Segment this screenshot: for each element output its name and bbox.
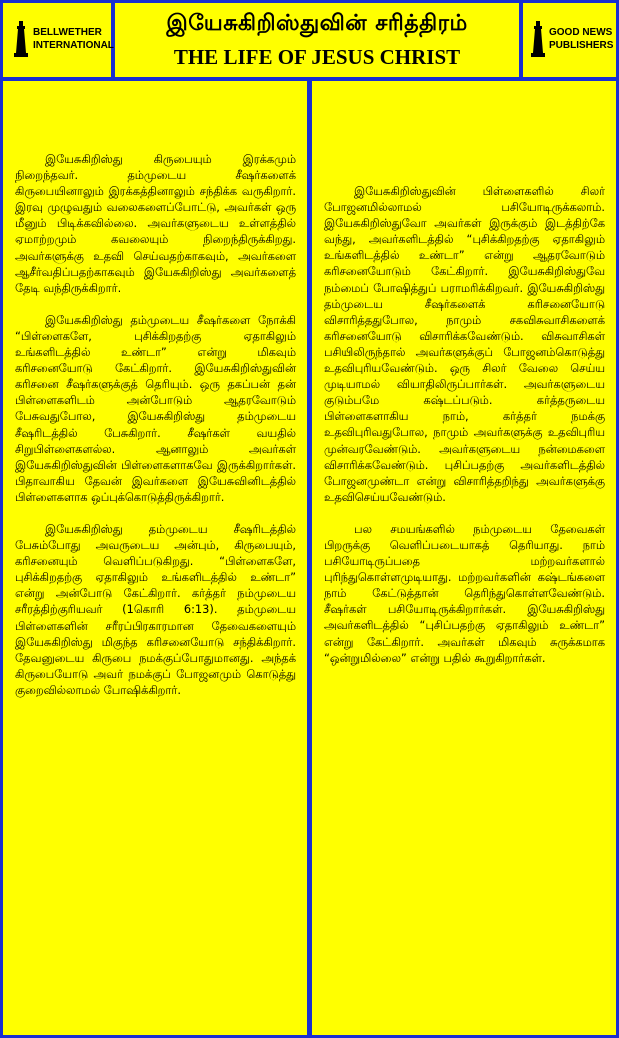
page-title-english: THE LIFE OF JESUS CHRIST	[173, 45, 461, 69]
lighthouse-icon	[13, 19, 29, 59]
page-title-tamil: இயேசுகிறிஸ்துவின் சரித்திரம்	[166, 11, 468, 36]
good-news-logo-line2: PUBLISHERS	[549, 40, 614, 51]
bellwether-logo-line2: INTERNATIONAL	[33, 40, 114, 51]
left-paragraph-1: இயேசுகிறிஸ்து கிருபையும் இரக்கமும் நிறைந்தவர். தம்முடைய சீஷர்களைக் கிருபையினாலும் இரக்கத்தினாலும் சந்திக்க வருகிறார். இரவு முழுவதும் வலைகளைப்போட்டு, அவர்கள் ஒரு மீனும் பிடிக்கவில்லை. அவர்களுடைய உள்ளத்தில் ஏமாற்றமும் கவலையும் நிறைந்திருக்கிறது. அவர்களுக்கு உதவி செய்வதற்காகவும், அவர்களை ஆசீர்வதிப்பதற்காகவும் இயேசுகிறிஸ்து அவர்களைத் தேடி வந்திருக்கிறார்.	[15, 152, 296, 295]
good-news-logo-line1: GOOD NEWS	[549, 27, 613, 38]
right-paragraph-1: இயேசுகிறிஸ்துவின் பிள்ளைகளில் சிலர் போஜனமில்லாமல் பசியோடிருக்கலாம். இயேசுகிறிஸ்துவோ அவர்கள் இருக்கும் இடத்திற்கே வந்து, அவர்களிடத்தில் “புசிக்கிறதற்கு ஏதாகிலும் உங்களிடத்தில் உண்டா” என்று ஆதரவோடும் கரிசனையோடும் கேட்கிறார். இயேசுகிறிஸ்துவே நம்மைப் போஷித்துப் பராமரிக்கிறவர். இயேசுகிறிஸ்து தம்முடைய சீஷர்களைக் கரிசனையோடு விசாரித்ததுபோல, நாமும் சகவிசுவாசிகளைக் கரிசனையோடு விசாரிக்கவேண்டும். விசுவாசிகள் பசியிலிருந்தால் அவர்களுக்குப் போஜனம்கொடுத்து உதவிபுரியவேண்டும். ஒரு சிலர் வேலை செய்ய முடியாமல் வியாதிலிருப்பார்கள். அவர்களுடைய குடும்பமே கஷ்டப்படும். கர்த்தருடைய பிள்ளைகளாகிய நாம், கர்த்தர் நமக்கு உதவிபுரிவதுபோல, நாமும் அவர்களுக்கு உதவிபுரிய முன்வரவேண்டும். அவர்களுடைய நன்மைகளை விசாரிக்கவேண்டும். புசிப்பதற்கு அவர்களிடத்தில் போஜனமுண்டா என்று விசாரித்தறிந்து அவர்களுக்கு உதவிசெய்யவேண்டும்.	[324, 184, 605, 504]
left-article	[15, 151, 296, 714]
bellwether-logo-line1: BELLWETHER	[33, 27, 102, 38]
good-news-logo-box	[523, 3, 616, 77]
lighthouse-icon	[530, 19, 546, 59]
left-paragraph-3: இயேசுகிறிஸ்து தம்முடைய சீஷரிடத்தில் பேசும்போது அவருடைய அன்பும், கிருபையும், கரிசனையும் வெளிப்படுகிறது. “பிள்ளைகளே, புசிக்கிறதற்கு ஏதாகிலும் உங்களிடத்தில் உண்டா” என்று அன்போடு கேட்கிறார். கர்த்தர் நம்முடைய சரீரத்திற்குரியவர் (1கொரி 6:13). தம்முடைய பிள்ளைகளின் சரீரப்பிரகாரமான தேவைகளையும் இயேசுகிறிஸ்து மிகுந்த கரிசனையோடு சந்திக்கிறார். தேவனுடைய கிருபை நமக்குப்போதுமானது. அந்தக் கிருபையோடு அவர் நமக்குப் போஜனமும் கொடுத்து குறைவில்லாமல் போஷிக்கிறார்.	[15, 521, 296, 697]
title-box	[115, 3, 519, 77]
good-news-logo	[530, 19, 613, 59]
left-paragraph-2: இயேசுகிறிஸ்து தம்முடைய சீஷர்களை நோக்கி “பிள்ளைகளே, புசிக்கிறதற்கு ஏதாகிலும் உங்களிடத்தில் உண்டா” என்று மிகவும் கரிசனையோடு கேட்கிறார். இயேசுகிறிஸ்துவின் கரிசனை சீஷர்களுக்குத் தெரியும். ஒரு தகப்பன் தன் பிள்ளைகளிடம் அன்போடும் ஆதரவோடும் பேசுவதுபோல, இயேசுகிறிஸ்து தம்முடைய சீஷரிடத்தில் பேசுகிறார். சீஷர்கள் வயதில் சிறுபிள்ளைகளல்ல. ஆனாலும் அவர்கள் இயேசுகிறிஸ்துவின் பிள்ளைகளாகவே இருக்கிறார்கள். பிதாவாகிய தேவன் இவர்களை இயேசுவினிடத்தில் பிள்ளைகளாக ஒப்புக்கொடுத்திருக்கிறார்.	[15, 312, 296, 504]
right-column	[312, 81, 616, 1035]
bellwether-logo	[13, 19, 114, 59]
left-column	[3, 81, 307, 1035]
right-paragraph-2: பல சமயங்களில் நம்முடைய தேவைகள் பிறருக்கு வெளிப்படையாகத் தெரியாது. நாம் பசியோடிருப்பதை மற்றவர்களால் புரிந்துகொள்ளமுடியாது. மற்றவர்களின் கஷ்டங்களை நாம் கேட்டுத்தான் தெரிந்துகொள்ளவேண்டும். சீஷர்கள் பசியோடிருக்கிறார்கள். இயேசுகிறிஸ்து அவர்களிடத்தில் “புசிப்பதற்கு ஏதாகிலும் உண்டா” என்று கேட்கிறார். அவர்கள் மிகவும் சுருக்கமாக “ஒன்றுமில்லை” என்று பதில் கூறுகிறார்கள்.	[324, 521, 605, 665]
bellwether-logo-box	[3, 3, 114, 77]
right-article	[324, 183, 605, 682]
